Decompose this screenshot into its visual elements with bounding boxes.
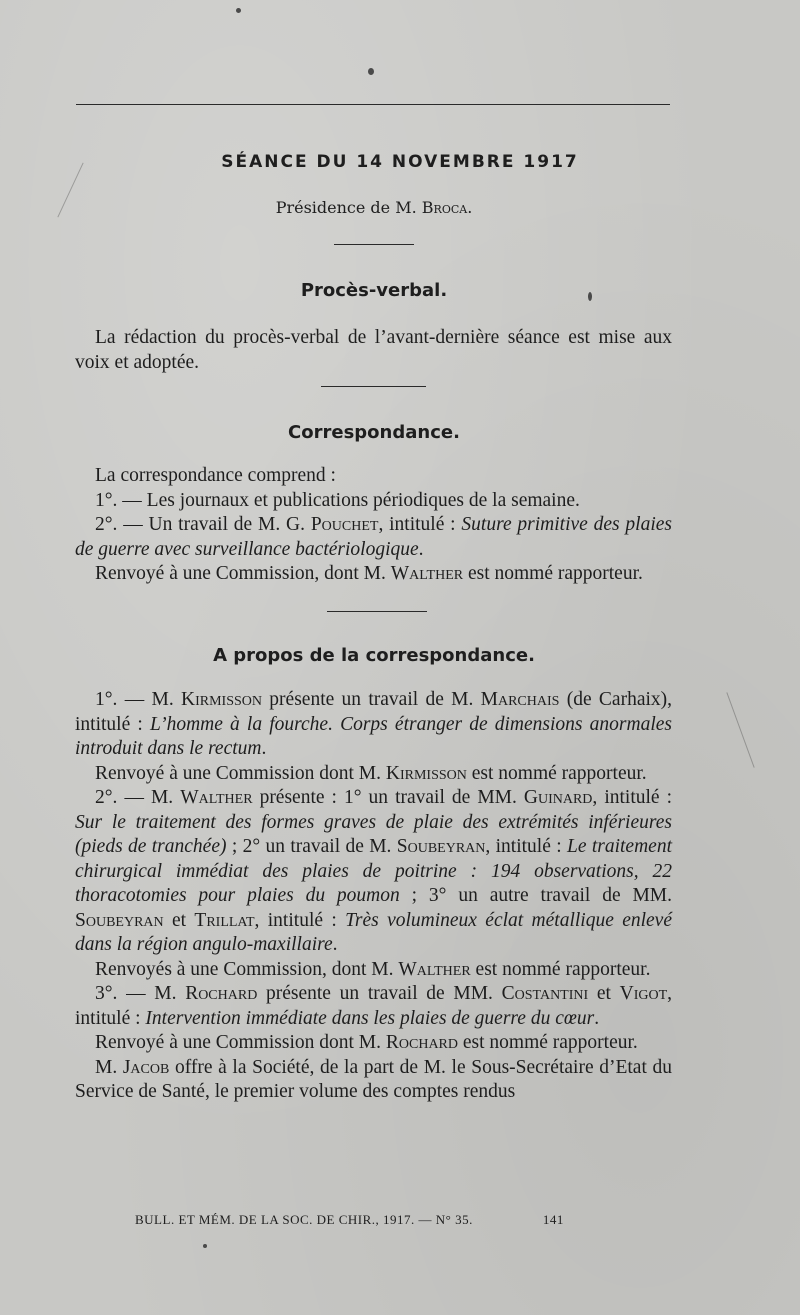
- session-title: SÉANCE DU 14 NOVEMBRE 1917: [221, 152, 579, 172]
- president-name: Broca: [421, 198, 468, 217]
- correspondance-intro: La correspondance comprend :: [95, 465, 336, 486]
- ink-spot: [236, 8, 241, 13]
- a-propos-paragraph: Renvoyés à une Commission, dont M. Walther est nommé rapporteur.: [95, 958, 651, 980]
- a-propos-paragraph: 1°. — M. Kirmisson présente un travail de M. Marchais (de Carhaix), intitulé : L’homme à la fourche. Corps étranger de dimensions anormales introduit dans le rectum.: [75, 689, 673, 759]
- section-divider: [334, 244, 414, 245]
- correspondance-title: Correspondance.: [288, 422, 460, 443]
- section-divider: [327, 611, 427, 612]
- a-propos-paragraph: Renvoyé à une Commission dont M. Kirmisson est nommé rapporteur.: [95, 762, 647, 784]
- ink-spot: [203, 1244, 207, 1248]
- correspondance-item-2: 2°. — Un travail de M. G. Pouchet, intitulé : Suture primitive des plaies de guerre avec surveillance bactériologique.: [75, 514, 672, 560]
- correspondance-renvoi: Renvoyé à une Commission, dont M. Walther est nommé rapporteur.: [95, 563, 643, 584]
- a-propos-paragraph: Renvoyé à une Commission dont M. Rochard est nommé rapporteur.: [95, 1032, 638, 1053]
- a-propos-paragraph: 3°. — M. Rochard présente un travail de MM. Costantini et Vigot, intitulé : Intervention immédiate dans les plaies de guerre du cœur.: [75, 983, 673, 1029]
- a-propos-paragraph: M. Jacob offre à la Société, de la part de M. le Sous-Secrétaire d’Etat du Service de Santé, le premier volume des comptes rendus: [75, 1056, 672, 1102]
- correspondance-text: [75, 464, 672, 587]
- proces-verbal-text: La rédaction du procès-verbal de l’avant-dernière séance est mise aux voix et adoptée.: [75, 327, 672, 373]
- a-propos-text: [75, 688, 672, 1105]
- presidence-line: Présidence de M. Broca.: [275, 198, 473, 217]
- footer-citation: BULL. ET MÉM. DE LA SOC. DE CHIR., 1917. — N° 35.: [135, 1212, 473, 1227]
- a-propos-title: A propos de la correspondance.: [213, 645, 535, 666]
- a-propos-paragraph: 2°. — M. Walther présente : 1° un travail de MM. Guinard, intitulé : Sur le traitement des formes graves de plaie des extrémités inférieures (pieds de tranchée) ; 2° un travail de M. Soubeyran, intitulé : Le traitement chirurgical immédiat des plaies de poitrine : 194 observations, 22 thoracotomies pour plaies du poumon ; 3° un autre travail de MM. Soubeyran et Trillat, intitulé : Très volumineux éclat métallique enlevé dans la région angulo-maxillaire.: [75, 787, 673, 955]
- proces-verbal-title: Procès-verbal.: [300, 280, 448, 301]
- paper-mark: [726, 692, 754, 768]
- page-footer: [135, 1212, 564, 1228]
- page-number: 141: [542, 1212, 564, 1227]
- ink-spot: [368, 68, 374, 75]
- top-rule: [76, 104, 670, 105]
- correspondance-item-1: 1°. — Les journaux et publications périodiques de la semaine.: [95, 489, 580, 511]
- section-divider: [321, 386, 426, 387]
